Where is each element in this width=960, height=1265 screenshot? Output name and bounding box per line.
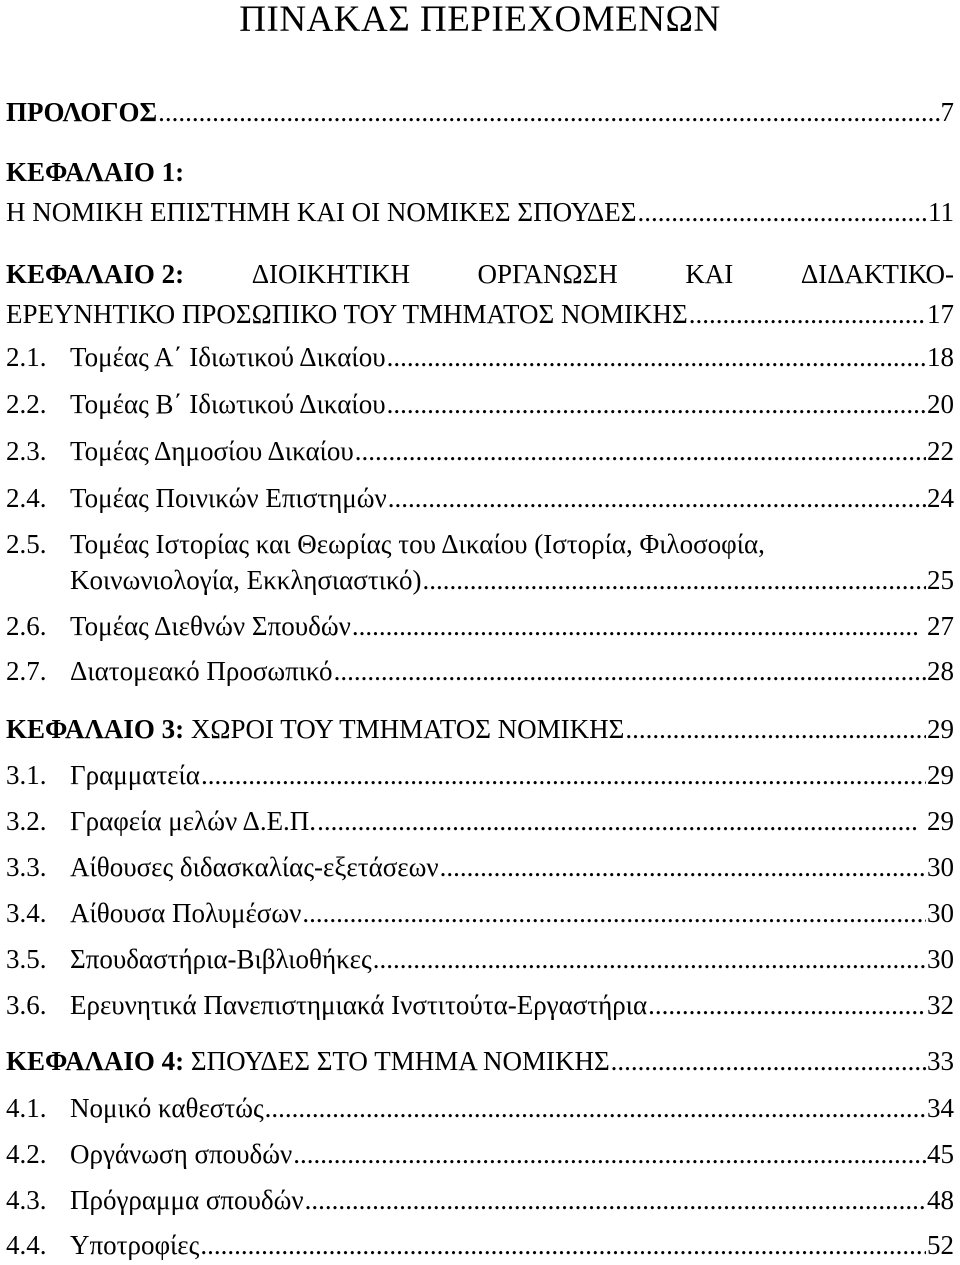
chapter-label: ΚΕΦΑΛΑΙΟ 2: <box>6 259 185 289</box>
toc-entry-4-4[interactable] <box>6 1225 954 1265</box>
toc-entry-chapter-1[interactable] <box>6 192 954 232</box>
entry-title: Σπουδαστήρια-Βιβλιοθήκες <box>70 944 372 974</box>
toc-entry-2-3[interactable] <box>6 431 954 471</box>
section-number: 4.3. <box>6 1185 47 1215</box>
chapter-title: ΣΠΟΥΔΕΣ ΣΤΟ ΤΜΗΜΑ ΝΟΜΙΚΗΣ <box>190 1046 610 1076</box>
chapter-label: ΚΕΦΑΛΑΙΟ 1: <box>6 157 185 187</box>
entry-page-number: 33 <box>927 1046 954 1076</box>
entry-page-number: 30 <box>927 852 954 882</box>
section-number: 2.4. <box>6 483 47 513</box>
entry-page-number: 20 <box>927 389 954 419</box>
entry-page-number: 24 <box>927 483 954 513</box>
entry-title: Τομέας Δημοσίου Δικαίου <box>70 436 354 466</box>
entry-page-number: 52 <box>927 1230 954 1260</box>
entry-title: Αίθουσα Πολυμέσων <box>70 898 302 928</box>
toc-entry-3-4[interactable] <box>6 893 954 933</box>
chapter-word: ΔΙΟΙΚΗΤΙΚΗ <box>251 259 411 289</box>
dot-leader <box>158 99 939 126</box>
entry-page-number: 29 <box>927 714 954 744</box>
section-number: 2.2. <box>6 389 47 419</box>
entry-title: Τομέας Α΄ Ιδιωτικού Δικαίου <box>70 342 386 372</box>
toc-entry-4-3[interactable] <box>6 1180 954 1220</box>
entry-title <box>6 709 624 749</box>
entry-page-number: 18 <box>927 342 954 372</box>
entry-title: Οργάνωση σπουδών <box>70 1139 293 1169</box>
chapter-title: ΧΩΡΟΙ ΤΟΥ ΤΜΗΜΑΤΟΣ ΝΟΜΙΚΗΣ <box>190 714 625 744</box>
dot-leader <box>265 1095 926 1122</box>
entry-page-number: 30 <box>927 898 954 928</box>
entry-page-number: 17 <box>927 299 954 329</box>
toc-entry-chapter-4[interactable] <box>6 1041 954 1081</box>
entry-title-continued: Κοινωνιολογία, Εκκλησιαστικό) <box>70 565 422 595</box>
section-number: 2.1. <box>6 342 47 372</box>
entry-page-number: 7 <box>940 97 954 127</box>
chapter-word: ΚΑΙ <box>685 259 734 289</box>
chapter-heading-2 <box>6 254 954 294</box>
entry-page-number: 30 <box>927 944 954 974</box>
entry-title: Γραφεία μελών Δ.Ε.Π. <box>70 806 317 836</box>
dot-leader <box>305 1187 926 1214</box>
toc-entry-2-7[interactable] <box>6 651 954 691</box>
dot-leader <box>625 716 926 743</box>
page-title: ΠΙΝΑΚΑΣ ΠΕΡΙΕΧΟΜΕΝΩΝ <box>239 0 721 40</box>
section-number: 3.6. <box>6 990 47 1020</box>
dot-leader <box>422 567 926 594</box>
toc-entry-3-2[interactable] <box>6 801 954 841</box>
entry-title: Νομικό καθεστώς <box>70 1093 264 1123</box>
entry-title: Διατομεακό Προσωπικό <box>70 656 333 686</box>
toc-entry-2-2[interactable] <box>6 384 954 424</box>
dot-leader <box>317 808 919 835</box>
entry-title: Τομέας Διεθνών Σπουδών <box>70 611 351 641</box>
entry-title: Τομέας Ιστορίας και Θεωρίας του Δικαίου (Ιστορία, Φιλοσοφία, <box>70 529 765 559</box>
entry-page-number: 29 <box>927 760 954 790</box>
section-number: 2.7. <box>6 656 47 686</box>
dot-leader <box>637 199 927 226</box>
toc-entry-3-6[interactable] <box>6 985 954 1025</box>
chapter-label: ΚΕΦΑΛΑΙΟ 3: <box>6 714 185 744</box>
toc-entry-2-5-line1[interactable] <box>6 524 954 564</box>
entry-title <box>6 1041 610 1081</box>
dot-leader <box>334 658 926 685</box>
chapter-word: ΟΡΓΑΝΩΣΗ <box>477 259 618 289</box>
section-number: 3.4. <box>6 898 47 928</box>
toc-entry-3-3[interactable] <box>6 847 954 887</box>
entry-page-number: 29 <box>920 806 954 836</box>
entry-page-number: 22 <box>927 436 954 466</box>
toc-entry-3-1[interactable] <box>6 755 954 795</box>
entry-title: Γραμματεία <box>70 760 200 790</box>
section-number: 2.6. <box>6 611 47 641</box>
dot-leader <box>387 344 926 371</box>
entry-page-number: 48 <box>927 1185 954 1215</box>
entry-page-number: 11 <box>928 197 954 227</box>
entry-title: Η ΝΟΜΙΚΗ ΕΠΙΣΤΗΜΗ ΚΑΙ ΟΙ ΝΟΜΙΚΕΣ ΣΠΟΥΔΕΣ <box>6 197 637 227</box>
toc-entry-2-1[interactable] <box>6 337 954 377</box>
toc-entry-2-5-line2[interactable] <box>6 560 954 600</box>
entry-page-number: 27 <box>920 611 954 641</box>
dot-leader <box>373 946 926 973</box>
entry-page-number: 28 <box>927 656 954 686</box>
entry-title: Υποτροφίες <box>70 1230 200 1260</box>
section-number: 3.2. <box>6 806 47 836</box>
entry-title: Αίθουσες διδασκαλίας-εξετάσεων <box>70 852 439 882</box>
dot-leader <box>388 485 926 512</box>
dot-leader <box>201 762 926 789</box>
section-number: 3.5. <box>6 944 47 974</box>
toc-entry-3-5[interactable] <box>6 939 954 979</box>
section-number: 4.1. <box>6 1093 47 1123</box>
toc-entry-4-2[interactable] <box>6 1134 954 1174</box>
dot-leader <box>355 438 926 465</box>
toc-entry-4-1[interactable] <box>6 1088 954 1128</box>
entry-title: Ερευνητικά Πανεπιστημιακά Ινστιτούτα-Εργαστήρια <box>70 990 648 1020</box>
entry-page-number: 25 <box>927 565 954 595</box>
toc-entry-prologue[interactable] <box>6 92 954 132</box>
dot-leader <box>440 854 926 881</box>
dot-leader <box>689 301 926 328</box>
dot-leader <box>293 1141 926 1168</box>
entry-title: Τομέας Β΄ Ιδιωτικού Δικαίου <box>70 389 386 419</box>
entry-title: Πρόγραμμα σπουδών <box>70 1185 304 1215</box>
entry-title: ΕΡΕΥΝΗΤΙΚΟ ΠΡΟΣΩΠΙΚΟ ΤΟΥ ΤΜΗΜΑΤΟΣ ΝΟΜΙΚΗΣ <box>6 299 688 329</box>
chapter-title-line1 <box>6 254 954 294</box>
dot-leader <box>200 1232 926 1259</box>
section-number: 4.2. <box>6 1139 47 1169</box>
chapter-label: ΚΕΦΑΛΑΙΟ 4: <box>6 1046 185 1076</box>
entry-page-number: 34 <box>927 1093 954 1123</box>
dot-leader <box>611 1048 926 1075</box>
entry-title: ΠΡΟΛΟΓΟΣ <box>6 97 158 127</box>
toc-entry-chapter-2[interactable] <box>6 294 954 334</box>
entry-title: Τομέας Ποινικών Επιστημών <box>70 483 387 513</box>
section-number: 3.1. <box>6 760 47 790</box>
dot-leader <box>302 900 926 927</box>
dot-leader <box>648 992 926 1019</box>
chapter-word: ΔΙΔΑΚΤΙΚΟ- <box>800 259 954 289</box>
toc-entry-2-6[interactable] <box>6 606 954 646</box>
section-number: 2.5. <box>6 529 47 559</box>
toc-entry-2-4[interactable] <box>6 478 954 518</box>
section-number: 2.3. <box>6 436 47 466</box>
dot-leader <box>387 391 926 418</box>
chapter-heading-1 <box>6 152 954 192</box>
section-number: 4.4. <box>6 1230 47 1260</box>
toc-entry-chapter-3[interactable] <box>6 709 954 749</box>
entry-page-number: 32 <box>927 990 954 1020</box>
entry-page-number: 45 <box>927 1139 954 1169</box>
section-number: 3.3. <box>6 852 47 882</box>
dot-leader <box>352 613 919 640</box>
